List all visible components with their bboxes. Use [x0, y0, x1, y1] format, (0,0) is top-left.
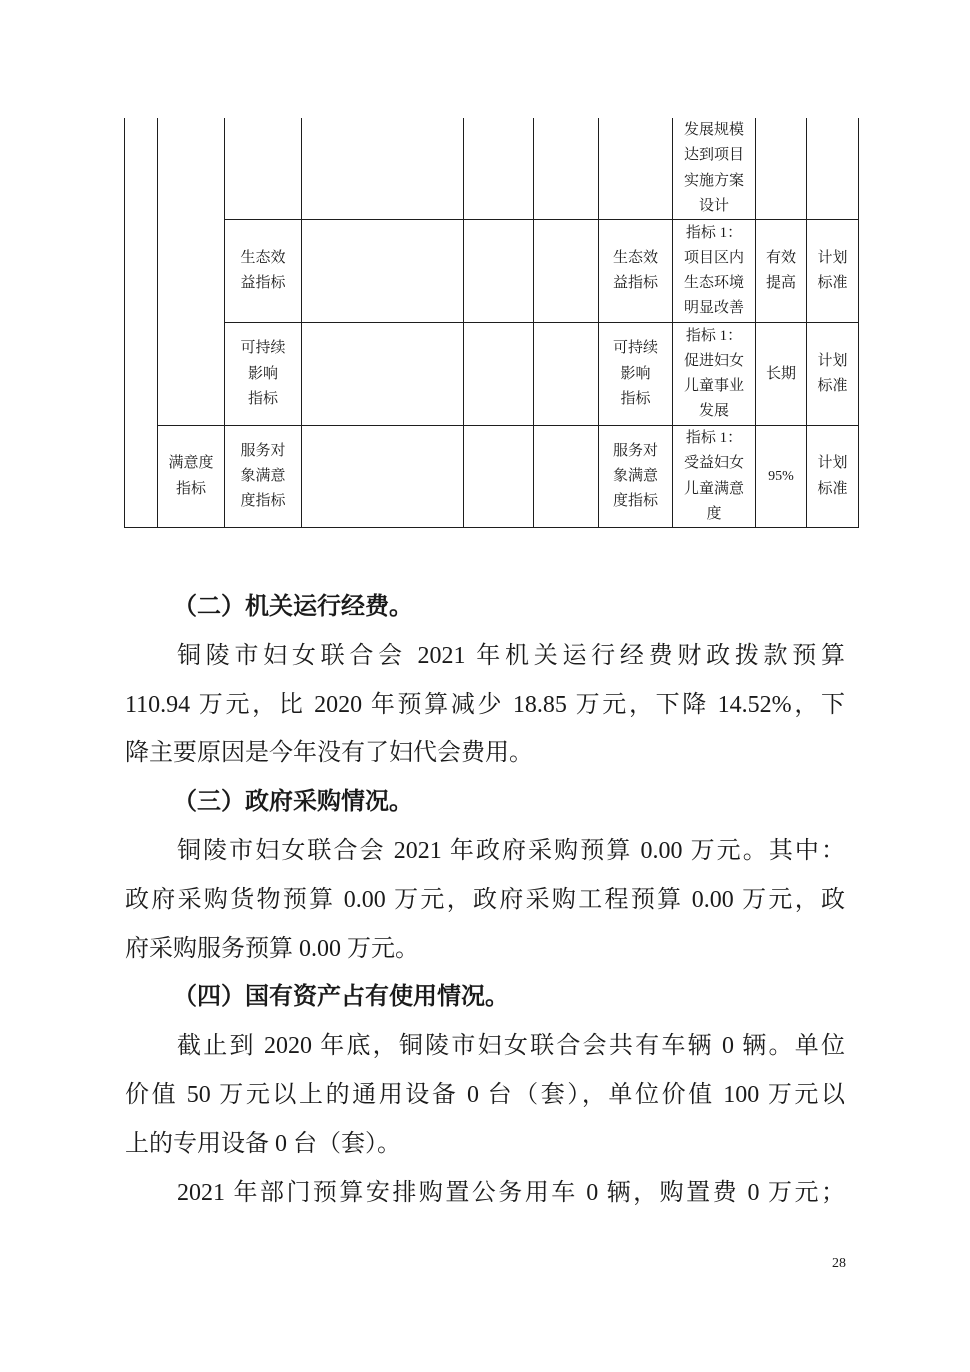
paragraph-line: 铜陵市妇女联合会 2021 年政府采购预算 0.00 万元。其中：	[177, 837, 845, 864]
table-cell-blank	[464, 220, 534, 323]
cell-line: 标准	[817, 275, 848, 292]
cell-line: 指标 1：	[685, 224, 743, 241]
indicator-value-cell	[756, 220, 807, 323]
indicator-standard-cell	[807, 220, 859, 323]
paragraph-line: 上的专用设备 0 台（套）。	[125, 1130, 401, 1157]
cell-line: 计划	[817, 352, 848, 369]
indicator-table	[124, 118, 859, 528]
table-cell-blank	[464, 323, 534, 426]
page-number: 28	[832, 1256, 846, 1271]
cell-line: 受益妇女	[683, 455, 744, 472]
table-cell-blank	[534, 323, 599, 426]
cell-line: 发展规模	[683, 122, 744, 138]
paragraph-line: 府采购服务预算 0.00 万元。	[125, 935, 419, 962]
table-cell-blank	[302, 220, 464, 323]
cell-line: 标准	[817, 378, 848, 395]
cell-line: 指标	[247, 390, 278, 407]
indicator-category-cell	[599, 323, 673, 426]
paragraph	[125, 827, 845, 973]
cell-line: 满意度	[168, 455, 214, 472]
paragraph	[125, 1022, 845, 1168]
cell-line: 指标 1：	[685, 327, 743, 344]
table-cell-blank	[225, 118, 302, 220]
indicator-standard-cell	[807, 323, 859, 426]
table-cell-blank	[302, 426, 464, 528]
table-cell-blank	[534, 118, 599, 220]
cell-line: 指标	[620, 390, 651, 407]
indicator-group-cell	[158, 426, 225, 528]
cell-line: 影响	[620, 365, 651, 382]
cell-line: 可持续	[240, 340, 286, 357]
section-heading: （二）机关运行经费。	[173, 594, 413, 620]
section-heading: （四）国有资产占有使用情况。	[173, 984, 509, 1011]
table-cell-blank	[756, 118, 807, 220]
table-cell-blank	[302, 118, 464, 220]
cell-line: 项目区内	[683, 249, 744, 266]
indicator-content-cell	[673, 323, 756, 426]
paragraph-line: 截止到 2020 年底，铜陵市妇女联合会共有车辆 0 辆。单位	[177, 1033, 845, 1060]
cell-line: 明显改善	[683, 300, 744, 317]
indicator-content-cell	[673, 118, 756, 220]
cell-line: 有效	[765, 249, 796, 266]
indicator-category-cell	[599, 220, 673, 323]
cell-line: 促进妇女	[683, 352, 744, 369]
indicator-value-cell	[756, 426, 807, 528]
table-cell-blank	[125, 118, 158, 528]
indicator-value-cell	[756, 323, 807, 426]
paragraph-line: 政府采购货物预算 0.00 万元，政府采购工程预算 0.00 万元，政	[125, 886, 845, 913]
cell-line: 发展	[698, 403, 729, 420]
table-row	[125, 426, 859, 528]
cell-line: 儿童事业	[683, 378, 744, 395]
table-cell-blank	[534, 220, 599, 323]
cell-line: 指标 1：	[685, 430, 743, 447]
paragraph-line: 110.94 万元，比 2020 年预算减少 18.85 万元，下降 14.52%，下	[125, 691, 845, 718]
paragraph-line: 铜陵市妇女联合会 2021 年机关运行经费财政拨款预算	[177, 642, 845, 669]
table-row	[125, 118, 859, 220]
cell-line: 益指标	[240, 275, 286, 292]
table-cell-blank	[464, 118, 534, 220]
cell-line: 儿童满意	[683, 480, 744, 497]
table-cell-blank	[302, 323, 464, 426]
indicator-content-cell	[673, 426, 756, 528]
indicator-content-cell	[673, 220, 756, 323]
cell-line: 生态环境	[683, 275, 744, 292]
cell-line: 服务对	[240, 442, 286, 459]
cell-line: 度指标	[612, 493, 658, 510]
paragraph-line: 价值 50 万元以上的通用设备 0 台（套），单位价值 100 万元以	[125, 1081, 845, 1108]
cell-line: 度	[706, 506, 722, 523]
document-body	[125, 583, 845, 1217]
cell-line: 实施方案	[683, 172, 744, 189]
cell-line: 设计	[698, 197, 729, 214]
cell-line: 生态效	[612, 249, 658, 266]
paragraph-line: 降主要原因是今年没有了妇代会费用。	[125, 740, 533, 767]
table-cell-blank	[534, 426, 599, 528]
indicator-category-cell	[225, 220, 302, 323]
cell-line: 生态效	[240, 249, 286, 266]
table-cell-blank	[599, 118, 673, 220]
cell-line: 象满意	[612, 468, 658, 485]
paragraph	[125, 1169, 845, 1218]
cell-line: 95%	[768, 469, 794, 485]
table-cell-blank	[464, 426, 534, 528]
cell-line: 计划	[817, 455, 848, 472]
cell-line: 度指标	[240, 493, 286, 510]
table-row	[125, 220, 859, 323]
paragraph	[125, 632, 845, 778]
cell-line: 标准	[817, 480, 848, 497]
table-row	[125, 323, 859, 426]
indicator-category-cell	[599, 426, 673, 528]
cell-line: 达到项目	[683, 147, 744, 164]
indicator-category-cell	[225, 323, 302, 426]
paragraph-line: 2021 年部门预算安排购置公务用车 0 辆，购置费 0 万元；	[177, 1179, 845, 1206]
cell-line: 指标	[175, 480, 206, 497]
cell-line: 益指标	[612, 275, 658, 292]
cell-line: 长期	[765, 365, 796, 382]
cell-line: 服务对	[612, 442, 658, 459]
indicator-category-cell	[225, 426, 302, 528]
table-cell-blank	[158, 118, 225, 426]
cell-line: 提高	[765, 275, 796, 292]
cell-line: 影响	[247, 365, 278, 382]
table-cell-blank	[807, 118, 859, 220]
cell-line: 象满意	[240, 468, 286, 485]
section-heading: （三）政府采购情况。	[173, 789, 413, 816]
cell-line: 计划	[817, 249, 848, 266]
cell-line: 可持续	[612, 340, 658, 357]
indicator-standard-cell	[807, 426, 859, 528]
